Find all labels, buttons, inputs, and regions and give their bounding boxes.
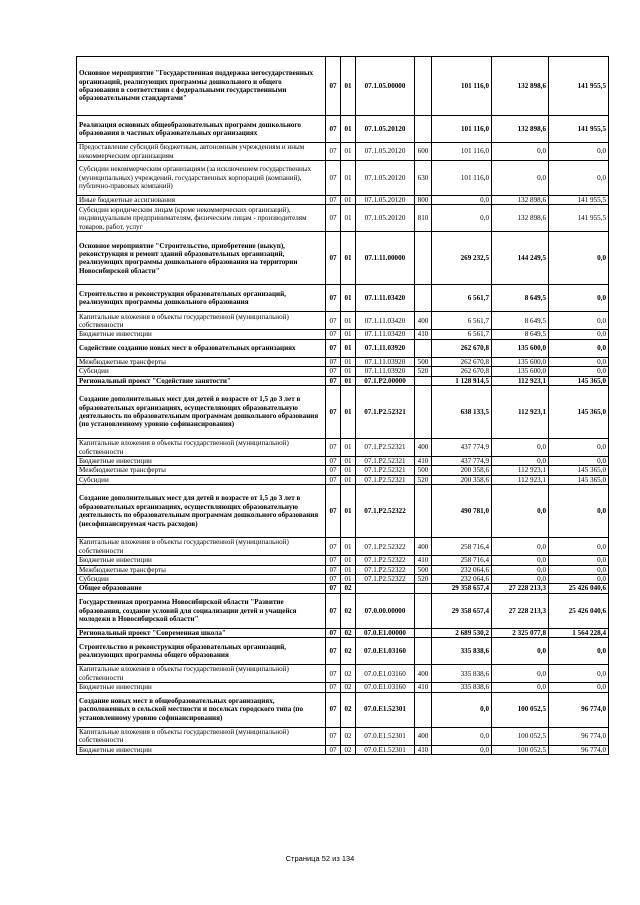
amount-year-3: 0,0 xyxy=(549,638,609,665)
section-code: 07 xyxy=(326,386,341,439)
row-name: Основное мероприятие "Государственная поддержка негосударственных организаций, реализующих программы дошкольного и общего образования в соответствии с федеральными государственными образовательными стандартами" xyxy=(77,57,326,116)
expense-type-code: 400 xyxy=(415,312,432,330)
section-code: 07 xyxy=(326,312,341,330)
amount-year-3: 145 365,0 xyxy=(549,376,609,385)
table-row xyxy=(77,457,609,466)
section-code: 07 xyxy=(326,628,341,637)
amount-year-3: 0,0 xyxy=(549,161,609,196)
amount-year-2: 0,0 xyxy=(492,575,549,584)
table-row xyxy=(77,312,609,330)
subsection-code: 01 xyxy=(341,232,356,285)
expense-type-code: 600 xyxy=(415,143,432,161)
target-article-code: 07.1.11.03420 xyxy=(356,312,415,330)
row-name: Основное мероприятие "Строительство, приобретение (выкуп), реконструкция и ремонт зданий образовательных организаций, реализующих программы дошкольного образования на территории Новосибирской области" xyxy=(77,232,326,285)
amount-year-3: 0,0 xyxy=(549,312,609,330)
amount-year-1: 101 116,0 xyxy=(432,57,492,116)
row-name: Строительство и реконструкция образовательных организаций, реализующих программы общего образования xyxy=(77,638,326,665)
target-article-code: 07.1.11.03920 xyxy=(356,339,415,357)
section-code: 07 xyxy=(326,638,341,665)
amount-year-3: 25 426 040,6 xyxy=(549,584,609,593)
row-name: Субсидии некоммерческим организациям (за исключением государственных (муниципальных) учреждений, государственных корпораций (компаний), публично-правовых компаний) xyxy=(77,161,326,196)
expense-type-code: 520 xyxy=(415,575,432,584)
expense-type-code: 520 xyxy=(415,475,432,484)
amount-year-1: 0,0 xyxy=(432,745,492,754)
table-row xyxy=(77,745,609,754)
expense-type-code xyxy=(415,692,432,727)
amount-year-1: 258 716,4 xyxy=(432,556,492,565)
section-code: 07 xyxy=(326,376,341,385)
target-article-code: 07.1.P2.52321 xyxy=(356,439,415,457)
amount-year-1: 262 670,8 xyxy=(432,339,492,357)
amount-year-1: 437 774,9 xyxy=(432,439,492,457)
subsection-code: 01 xyxy=(341,339,356,357)
amount-year-2: 27 228 213,3 xyxy=(492,593,549,628)
row-name: Создание новых мест в общеобразовательных организациях, расположенных в сельской местности и поселках городского типа (по установленному уровню софинансирования) xyxy=(77,692,326,727)
amount-year-2: 135 600,0 xyxy=(492,367,549,376)
amount-year-3: 0,0 xyxy=(549,357,609,366)
table-row xyxy=(77,376,609,385)
section-code: 07 xyxy=(326,357,341,366)
target-article-code: 07.1.P2.52322 xyxy=(356,556,415,565)
amount-year-2: 135 600,0 xyxy=(492,339,549,357)
expense-type-code: 500 xyxy=(415,565,432,574)
subsection-code: 01 xyxy=(341,575,356,584)
expense-type-code: 630 xyxy=(415,161,432,196)
section-code: 07 xyxy=(326,161,341,196)
expense-type-code xyxy=(415,376,432,385)
amount-year-2: 0,0 xyxy=(492,143,549,161)
amount-year-3: 96 774,0 xyxy=(549,692,609,727)
amount-year-2: 144 249,5 xyxy=(492,232,549,285)
row-name: Строительство и реконструкция образовательных организаций, реализующих программы дошкольного образования xyxy=(77,285,326,312)
subsection-code: 01 xyxy=(341,485,356,538)
amount-year-3: 145 365,0 xyxy=(549,386,609,439)
section-code: 07 xyxy=(326,692,341,727)
amount-year-1: 29 358 657,4 xyxy=(432,593,492,628)
target-article-code: 07.1.05.20120 xyxy=(356,205,415,232)
section-code: 07 xyxy=(326,584,341,593)
subsection-code: 01 xyxy=(341,367,356,376)
amount-year-3: 25 426 040,6 xyxy=(549,593,609,628)
expense-type-code: 410 xyxy=(415,745,432,754)
amount-year-2: 0,0 xyxy=(492,665,549,683)
target-article-code: 07.0.E1.03160 xyxy=(356,665,415,683)
expense-type-code: 400 xyxy=(415,439,432,457)
amount-year-1: 262 670,8 xyxy=(432,367,492,376)
amount-year-2: 100 052,5 xyxy=(492,692,549,727)
row-name: Предоставление субсидий бюджетным, автономным учреждениям и иным некоммерческим организациям xyxy=(77,143,326,161)
subsection-code: 01 xyxy=(341,330,356,339)
amount-year-1: 200 358,6 xyxy=(432,466,492,475)
target-article-code xyxy=(356,584,415,593)
target-article-code: 07.1.P2.00000 xyxy=(356,376,415,385)
section-code: 07 xyxy=(326,57,341,116)
table-row xyxy=(77,285,609,312)
table-row xyxy=(77,584,609,593)
section-code: 07 xyxy=(326,538,341,556)
table-row xyxy=(77,565,609,574)
amount-year-3: 0,0 xyxy=(549,330,609,339)
expense-type-code xyxy=(415,339,432,357)
table-row xyxy=(77,232,609,285)
amount-year-3: 0,0 xyxy=(549,232,609,285)
section-code: 07 xyxy=(326,593,341,628)
target-article-code: 07.1.P2.52322 xyxy=(356,565,415,574)
amount-year-2: 0,0 xyxy=(492,565,549,574)
amount-year-2: 112 923,1 xyxy=(492,475,549,484)
row-name: Капитальные вложения в объекты государственной (муниципальной) собственности xyxy=(77,439,326,457)
amount-year-1: 232 064,6 xyxy=(432,575,492,584)
subsection-code: 01 xyxy=(341,57,356,116)
section-code: 07 xyxy=(326,339,341,357)
row-name: Бюджетные инвестиции xyxy=(77,556,326,565)
subsection-code: 02 xyxy=(341,628,356,637)
amount-year-2: 8 649,5 xyxy=(492,285,549,312)
row-name: Региональный проект "Современная школа" xyxy=(77,628,326,637)
amount-year-3: 0,0 xyxy=(549,485,609,538)
target-article-code: 07.1.05.20120 xyxy=(356,143,415,161)
row-name: Бюджетные инвестиции xyxy=(77,330,326,339)
table-row xyxy=(77,556,609,565)
amount-year-2: 0,0 xyxy=(492,538,549,556)
amount-year-1: 101 116,0 xyxy=(432,143,492,161)
section-code: 07 xyxy=(326,439,341,457)
table-row xyxy=(77,367,609,376)
expense-type-code: 810 xyxy=(415,205,432,232)
section-code: 07 xyxy=(326,285,341,312)
row-name: Субсидии xyxy=(77,475,326,484)
amount-year-3: 96 774,0 xyxy=(549,745,609,754)
expense-type-code: 410 xyxy=(415,457,432,466)
amount-year-2: 112 923,1 xyxy=(492,386,549,439)
subsection-code: 02 xyxy=(341,584,356,593)
target-article-code: 07.0.E1.00000 xyxy=(356,628,415,637)
expense-type-code: 500 xyxy=(415,357,432,366)
target-article-code: 07.1.05.20120 xyxy=(356,161,415,196)
amount-year-2: 100 052,5 xyxy=(492,745,549,754)
section-code: 07 xyxy=(326,196,341,205)
amount-year-1: 2 689 530,2 xyxy=(432,628,492,637)
amount-year-1: 0,0 xyxy=(432,196,492,205)
subsection-code: 01 xyxy=(341,565,356,574)
section-code: 07 xyxy=(326,665,341,683)
expense-type-code: 520 xyxy=(415,367,432,376)
section-code: 07 xyxy=(326,485,341,538)
expense-type-code: 400 xyxy=(415,665,432,683)
table-row xyxy=(77,143,609,161)
budget-table xyxy=(76,56,609,755)
subsection-code: 01 xyxy=(341,357,356,366)
section-code: 07 xyxy=(326,457,341,466)
amount-year-1: 437 774,9 xyxy=(432,457,492,466)
row-name: Бюджетные инвестиции xyxy=(77,457,326,466)
subsection-code: 02 xyxy=(341,745,356,754)
table-row xyxy=(77,386,609,439)
section-code: 07 xyxy=(326,556,341,565)
amount-year-1: 0,0 xyxy=(432,692,492,727)
table-row xyxy=(77,575,609,584)
subsection-code: 01 xyxy=(341,386,356,439)
table-row xyxy=(77,593,609,628)
amount-year-2: 112 923,1 xyxy=(492,466,549,475)
amount-year-1: 6 561,7 xyxy=(432,285,492,312)
subsection-code: 02 xyxy=(341,727,356,745)
table-row xyxy=(77,638,609,665)
table-row xyxy=(77,683,609,692)
amount-year-3: 0,0 xyxy=(549,367,609,376)
amount-year-3: 0,0 xyxy=(549,285,609,312)
section-code: 07 xyxy=(326,475,341,484)
section-code: 07 xyxy=(326,745,341,754)
expense-type-code: 410 xyxy=(415,556,432,565)
amount-year-2: 132 898,6 xyxy=(492,196,549,205)
expense-type-code xyxy=(415,584,432,593)
row-name: Общее образование xyxy=(77,584,326,593)
amount-year-2: 0,0 xyxy=(492,485,549,538)
amount-year-3: 145 365,0 xyxy=(549,475,609,484)
amount-year-2: 112 923,1 xyxy=(492,376,549,385)
table-row xyxy=(77,330,609,339)
row-name: Содействие созданию новых мест в образовательных организациях xyxy=(77,339,326,357)
expense-type-code: 410 xyxy=(415,683,432,692)
subsection-code: 01 xyxy=(341,196,356,205)
row-name: Бюджетные инвестиции xyxy=(77,745,326,754)
subsection-code: 01 xyxy=(341,556,356,565)
target-article-code: 07.1.11.03920 xyxy=(356,367,415,376)
row-name: Капитальные вложения в объекты государственной (муниципальной) собственности xyxy=(77,727,326,745)
amount-year-3: 1 564 228,4 xyxy=(549,628,609,637)
row-name: Субсидии xyxy=(77,575,326,584)
amount-year-1: 269 232,5 xyxy=(432,232,492,285)
target-article-code: 07.1.11.03920 xyxy=(356,357,415,366)
amount-year-2: 132 898,6 xyxy=(492,116,549,143)
amount-year-1: 335 838,6 xyxy=(432,638,492,665)
table-row xyxy=(77,116,609,143)
amount-year-2: 27 228 213,3 xyxy=(492,584,549,593)
amount-year-2: 0,0 xyxy=(492,161,549,196)
subsection-code: 01 xyxy=(341,439,356,457)
row-name: Иные бюджетные ассигнования xyxy=(77,196,326,205)
target-article-code: 07.1.05.20120 xyxy=(356,196,415,205)
expense-type-code: 410 xyxy=(415,330,432,339)
subsection-code: 01 xyxy=(341,143,356,161)
subsection-code: 02 xyxy=(341,665,356,683)
target-article-code: 07.1.P2.52321 xyxy=(356,466,415,475)
table-row xyxy=(77,196,609,205)
table-row xyxy=(77,665,609,683)
amount-year-3: 145 365,0 xyxy=(549,466,609,475)
table-row xyxy=(77,205,609,232)
amount-year-3: 0,0 xyxy=(549,439,609,457)
amount-year-2: 100 052,5 xyxy=(492,727,549,745)
amount-year-3: 141 955,5 xyxy=(549,205,609,232)
amount-year-1: 101 116,0 xyxy=(432,161,492,196)
row-name: Субсидии юридическим лицам (кроме некоммерческих организаций), индивидуальным предпринимателям, физическим лицам - производителям товаров, работ, услуг xyxy=(77,205,326,232)
target-article-code: 07.0.E1.03160 xyxy=(356,638,415,665)
amount-year-1: 262 670,8 xyxy=(432,357,492,366)
amount-year-3: 0,0 xyxy=(549,143,609,161)
amount-year-1: 0,0 xyxy=(432,205,492,232)
subsection-code: 01 xyxy=(341,538,356,556)
table-row xyxy=(77,628,609,637)
subsection-code: 01 xyxy=(341,116,356,143)
target-article-code: 07.1.05.00000 xyxy=(356,57,415,116)
amount-year-1: 200 358,6 xyxy=(432,475,492,484)
amount-year-3: 0,0 xyxy=(549,575,609,584)
section-code: 07 xyxy=(326,205,341,232)
amount-year-2: 132 898,6 xyxy=(492,205,549,232)
expense-type-code xyxy=(415,116,432,143)
amount-year-2: 0,0 xyxy=(492,457,549,466)
amount-year-3: 0,0 xyxy=(549,683,609,692)
expense-type-code xyxy=(415,593,432,628)
expense-type-code xyxy=(415,232,432,285)
subsection-code: 01 xyxy=(341,457,356,466)
row-name: Капитальные вложения в объекты государственной (муниципальной) собственности xyxy=(77,665,326,683)
expense-type-code: 800 xyxy=(415,196,432,205)
expense-type-code xyxy=(415,285,432,312)
row-name: Капитальные вложения в объекты государственной (муниципальной) собственности xyxy=(77,312,326,330)
amount-year-1: 0,0 xyxy=(432,727,492,745)
amount-year-2: 0,0 xyxy=(492,638,549,665)
subsection-code: 01 xyxy=(341,475,356,484)
target-article-code: 07.1.P2.52321 xyxy=(356,475,415,484)
table-row xyxy=(77,57,609,116)
amount-year-2: 135 600,0 xyxy=(492,357,549,366)
amount-year-1: 6 561,7 xyxy=(432,312,492,330)
amount-year-3: 141 955,5 xyxy=(549,196,609,205)
amount-year-1: 335 838,6 xyxy=(432,683,492,692)
table-row xyxy=(77,727,609,745)
row-name: Межбюджетные трансферты xyxy=(77,357,326,366)
target-article-code: 07.1.11.03420 xyxy=(356,330,415,339)
target-article-code: 07.1.11.03420 xyxy=(356,285,415,312)
row-name: Бюджетные инвестиции xyxy=(77,683,326,692)
target-article-code: 07.1.11.00000 xyxy=(356,232,415,285)
amount-year-1: 335 838,6 xyxy=(432,665,492,683)
target-article-code: 07.0.E1.03160 xyxy=(356,683,415,692)
subsection-code: 02 xyxy=(341,638,356,665)
subsection-code: 01 xyxy=(341,466,356,475)
amount-year-3: 0,0 xyxy=(549,665,609,683)
row-name: Создание дополнительных мест для детей в возрасте от 1,5 до 3 лет в образовательных организациях, осуществляющих образовательную деятельность по образовательным программам дошкольного образования (по установленному уровню софинансирования) xyxy=(77,386,326,439)
expense-type-code xyxy=(415,57,432,116)
row-name: Реализация основных общеобразовательных программ дошкольного образования в частных образовательных организациях xyxy=(77,116,326,143)
section-code: 07 xyxy=(326,330,341,339)
amount-year-3: 141 955,5 xyxy=(549,116,609,143)
amount-year-2: 8 649,5 xyxy=(492,330,549,339)
target-article-code: 07.0.E1.52301 xyxy=(356,745,415,754)
amount-year-1: 101 116,0 xyxy=(432,116,492,143)
subsection-code: 01 xyxy=(341,376,356,385)
subsection-code: 01 xyxy=(341,161,356,196)
section-code: 07 xyxy=(326,116,341,143)
row-name: Создание дополнительных мест для детей в возрасте от 1,5 до 3 лет в образовательных организациях, осуществляющих образовательную деятельность по образовательным программам дошкольного образования (несофинансируемая часть расходов) xyxy=(77,485,326,538)
target-article-code: 07.0.E1.52301 xyxy=(356,727,415,745)
row-name: Капитальные вложения в объекты государственной (муниципальной) собственности xyxy=(77,538,326,556)
expense-type-code: 400 xyxy=(415,538,432,556)
row-name: Региональный проект "Содействие занятости" xyxy=(77,376,326,385)
amount-year-3: 0,0 xyxy=(549,538,609,556)
amount-year-2: 2 325 077,8 xyxy=(492,628,549,637)
amount-year-3: 0,0 xyxy=(549,457,609,466)
amount-year-1: 232 064,6 xyxy=(432,565,492,574)
amount-year-3: 141 955,5 xyxy=(549,57,609,116)
target-article-code: 07.1.05.20120 xyxy=(356,116,415,143)
amount-year-2: 0,0 xyxy=(492,439,549,457)
target-article-code: 07.1.P2.52322 xyxy=(356,538,415,556)
amount-year-2: 0,0 xyxy=(492,556,549,565)
expense-type-code xyxy=(415,485,432,538)
subsection-code: 01 xyxy=(341,205,356,232)
target-article-code: 07.1.P2.52322 xyxy=(356,575,415,584)
amount-year-1: 29 358 657,4 xyxy=(432,584,492,593)
row-name: Межбюджетные трансферты xyxy=(77,466,326,475)
subsection-code: 01 xyxy=(341,312,356,330)
section-code: 07 xyxy=(326,575,341,584)
section-code: 07 xyxy=(326,466,341,475)
table-row xyxy=(77,692,609,727)
amount-year-3: 96 774,0 xyxy=(549,727,609,745)
subsection-code: 02 xyxy=(341,593,356,628)
table-row xyxy=(77,538,609,556)
subsection-code: 01 xyxy=(341,285,356,312)
table-row xyxy=(77,357,609,366)
expense-type-code xyxy=(415,386,432,439)
section-code: 07 xyxy=(326,683,341,692)
subsection-code: 02 xyxy=(341,692,356,727)
section-code: 07 xyxy=(326,367,341,376)
table-row xyxy=(77,439,609,457)
amount-year-1: 638 133,5 xyxy=(432,386,492,439)
expense-type-code: 500 xyxy=(415,466,432,475)
amount-year-1: 258 716,4 xyxy=(432,538,492,556)
section-code: 07 xyxy=(326,232,341,285)
expense-type-code xyxy=(415,628,432,637)
amount-year-2: 132 898,6 xyxy=(492,57,549,116)
section-code: 07 xyxy=(326,727,341,745)
subsection-code: 02 xyxy=(341,683,356,692)
target-article-code: 07.1.P2.52321 xyxy=(356,457,415,466)
amount-year-3: 0,0 xyxy=(549,339,609,357)
target-article-code: 07.0.E1.52301 xyxy=(356,692,415,727)
table-row xyxy=(77,339,609,357)
amount-year-2: 0,0 xyxy=(492,683,549,692)
table-row xyxy=(77,466,609,475)
amount-year-1: 1 128 914,5 xyxy=(432,376,492,385)
table-row xyxy=(77,485,609,538)
row-name: Государственная программа Новосибирской области "Развитие образования, создание условий для социализации детей и учащейся молодежи в Новосибирской области" xyxy=(77,593,326,628)
table-row xyxy=(77,475,609,484)
target-article-code: 07.1.P2.52321 xyxy=(356,386,415,439)
amount-year-3: 0,0 xyxy=(549,556,609,565)
section-code: 07 xyxy=(326,143,341,161)
amount-year-1: 6 561,7 xyxy=(432,330,492,339)
row-name: Межбюджетные трансферты xyxy=(77,565,326,574)
expense-type-code: 400 xyxy=(415,727,432,745)
amount-year-2: 8 649,5 xyxy=(492,312,549,330)
target-article-code: 07.1.P2.52322 xyxy=(356,485,415,538)
amount-year-1: 490 781,0 xyxy=(432,485,492,538)
section-code: 07 xyxy=(326,565,341,574)
expense-type-code xyxy=(415,638,432,665)
target-article-code: 07.0.00.00000 xyxy=(356,593,415,628)
page-number: Страница 52 из 134 xyxy=(285,854,355,863)
table-row xyxy=(77,161,609,196)
row-name: Субсидии xyxy=(77,367,326,376)
amount-year-3: 0,0 xyxy=(549,565,609,574)
